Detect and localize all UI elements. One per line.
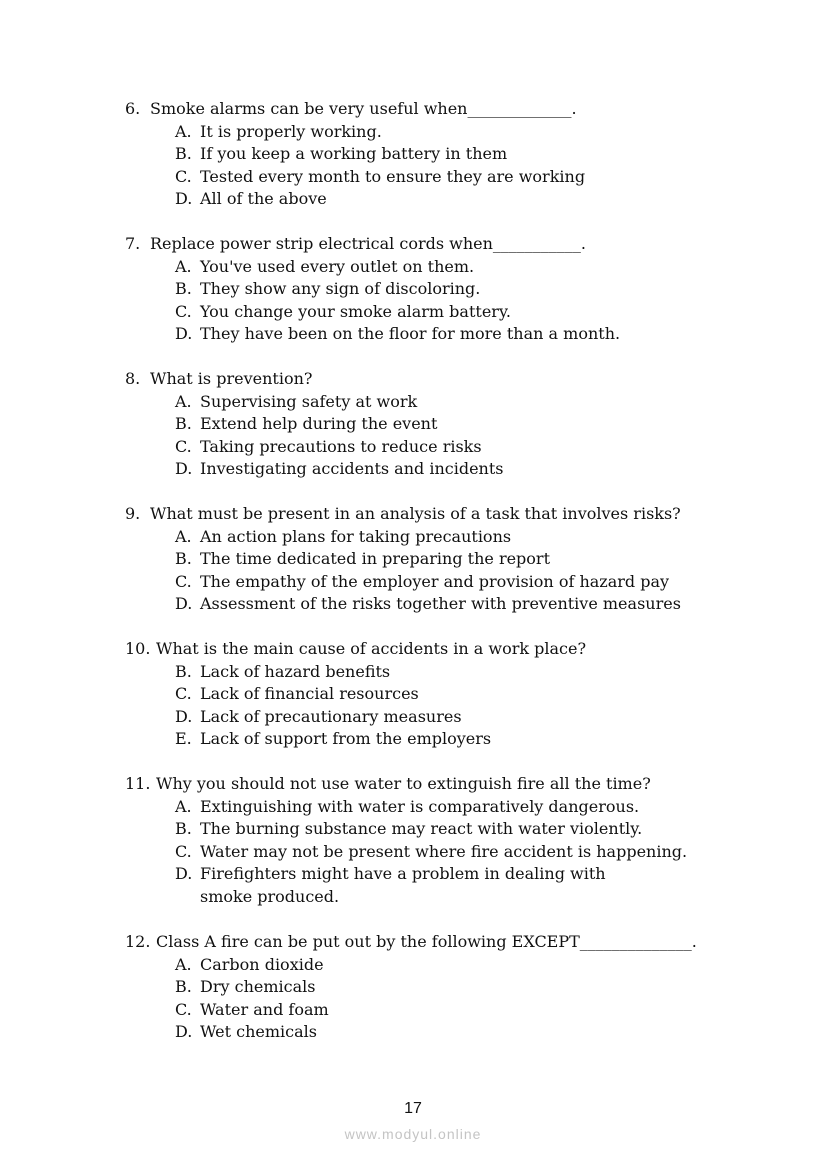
- option-letter: C.: [175, 999, 192, 1019]
- option-text: Dry chemicals: [200, 977, 316, 996]
- question-text: Smoke alarms can be very useful when_____________.: [150, 99, 577, 118]
- option-text: Lack of precautionary measures: [200, 706, 462, 726]
- option-a: [175, 954, 765, 977]
- option-letter: D.: [175, 1022, 193, 1041]
- option-letter: D.: [175, 706, 193, 726]
- option-c: [175, 841, 765, 864]
- question-stem: [125, 233, 765, 256]
- option-text: All of the above: [200, 189, 327, 208]
- option-text: Lack of hazard benefits: [200, 661, 391, 681]
- option-letter: B.: [175, 549, 192, 568]
- option-text: Assessment of the risks together with preventive measures: [200, 594, 681, 613]
- option-d: [175, 593, 765, 616]
- option-text: The burning substance may react with water violently.: [200, 819, 643, 838]
- question-number: 8.: [125, 369, 141, 388]
- option-text: Extend help during the event: [200, 414, 438, 433]
- option-c: [175, 683, 765, 706]
- option-text: Water may not be present where fire accident is happening.: [200, 841, 688, 861]
- question-number: 6.: [125, 99, 141, 118]
- option-letter: D.: [175, 459, 193, 478]
- option-list: [175, 526, 765, 616]
- option-letter: C.: [175, 684, 192, 703]
- option-text: Supervising safety at work: [200, 391, 418, 411]
- option-c: [175, 301, 765, 324]
- option-letter: D.: [175, 864, 193, 883]
- option-letter: B.: [175, 661, 192, 681]
- question-text: Replace power strip electrical cords when___________.: [150, 234, 586, 253]
- question-10: [125, 638, 765, 751]
- option-text: They have been on the floor for more than a month.: [200, 324, 621, 343]
- option-text: They show any sign of discoloring.: [200, 279, 481, 298]
- option-letter: D.: [175, 324, 193, 343]
- option-text: Wet chemicals: [200, 1022, 317, 1041]
- option-list: [175, 661, 765, 751]
- option-text: You've used every outlet on them.: [200, 256, 475, 276]
- option-letter: C.: [175, 436, 192, 456]
- option-text: If you keep a working battery in them: [200, 144, 508, 163]
- question-stem: [125, 638, 765, 661]
- option-letter: C.: [175, 841, 192, 861]
- question-number: 10.: [125, 639, 151, 658]
- option-letter: A.: [175, 256, 192, 276]
- option-b: [175, 278, 765, 301]
- question-9: [125, 503, 765, 616]
- question-11: [125, 773, 765, 908]
- option-b: [175, 548, 765, 571]
- question-text: What is prevention?: [150, 369, 313, 388]
- question-text: Why you should not use water to extinguish fire all the time?: [156, 774, 651, 793]
- option-letter: A.: [175, 391, 192, 411]
- question-stem: [125, 98, 765, 121]
- option-text: The empathy of the employer and provision of hazard pay: [200, 571, 670, 591]
- option-letter: C.: [175, 166, 192, 186]
- option-c: [175, 571, 765, 594]
- option-list: [175, 256, 765, 346]
- option-b: [175, 143, 765, 166]
- option-letter: C.: [175, 301, 192, 321]
- option-letter: A.: [175, 796, 192, 816]
- option-text: Investigating accidents and incidents: [200, 459, 504, 478]
- question-7: [125, 233, 765, 346]
- option-letter: D.: [175, 594, 193, 613]
- question-stem: [125, 503, 765, 526]
- option-a: [175, 391, 765, 414]
- option-letter: B.: [175, 144, 192, 163]
- option-text: Water and foam: [200, 999, 329, 1019]
- option-text: Tested every month to ensure they are working: [200, 166, 586, 186]
- option-b: [175, 818, 765, 841]
- option-text: Firefighters might have a problem in dealing with smoke produced.: [200, 864, 606, 906]
- option-letter: A.: [175, 526, 192, 546]
- option-list: [175, 796, 765, 909]
- question-text: Class A fire can be put out by the following EXCEPT______________.: [156, 932, 697, 951]
- option-letter: B.: [175, 279, 192, 298]
- option-letter: B.: [175, 414, 192, 433]
- option-text: The time dedicated in preparing the report: [200, 549, 551, 568]
- option-text: Carbon dioxide: [200, 954, 324, 974]
- option-a: [175, 796, 765, 819]
- option-letter: A.: [175, 121, 192, 141]
- option-text: Lack of support from the employers: [200, 729, 492, 748]
- option-d: [175, 706, 765, 729]
- option-c: [175, 166, 765, 189]
- option-d: [175, 1021, 765, 1044]
- option-c: [175, 436, 765, 459]
- option-e: [175, 728, 765, 751]
- option-letter: C.: [175, 571, 192, 591]
- option-d: [175, 863, 765, 908]
- question-stem: [125, 773, 765, 796]
- question-number: 12.: [125, 932, 151, 951]
- option-list: [175, 121, 765, 211]
- option-b: [175, 976, 765, 999]
- page-number: 17: [404, 1100, 422, 1117]
- option-list: [175, 391, 765, 481]
- option-letter: A.: [175, 954, 192, 974]
- question-number: 9.: [125, 504, 141, 523]
- option-d: [175, 323, 765, 346]
- question-text: What must be present in an analysis of a task that involves risks?: [150, 504, 681, 523]
- question-number: 11.: [125, 774, 151, 793]
- option-letter: D.: [175, 189, 193, 208]
- option-list: [175, 954, 765, 1044]
- question-stem: [125, 931, 765, 954]
- option-b: [175, 413, 765, 436]
- option-text: It is properly working.: [200, 121, 382, 141]
- option-c: [175, 999, 765, 1022]
- question-stem: [125, 368, 765, 391]
- option-d: [175, 458, 765, 481]
- question-number: 7.: [125, 234, 141, 253]
- question-6: [125, 98, 765, 211]
- option-text: Extinguishing with water is comparatively dangerous.: [200, 796, 640, 816]
- option-a: [175, 256, 765, 279]
- option-text: You change your smoke alarm battery.: [200, 301, 511, 321]
- option-b: [175, 661, 765, 684]
- question-12: [125, 931, 765, 1044]
- option-a: [175, 526, 765, 549]
- question-text: What is the main cause of accidents in a work place?: [156, 639, 587, 658]
- option-text: Lack of financial resources: [200, 684, 419, 703]
- option-letter: B.: [175, 977, 192, 996]
- option-text: Taking precautions to reduce risks: [200, 436, 482, 456]
- option-d: [175, 188, 765, 211]
- option-text: An action plans for taking precautions: [200, 526, 512, 546]
- watermark: www.modyul.online: [344, 1126, 482, 1142]
- question-8: [125, 368, 765, 481]
- option-letter: B.: [175, 819, 192, 838]
- option-letter: E.: [175, 729, 192, 748]
- option-a: [175, 121, 765, 144]
